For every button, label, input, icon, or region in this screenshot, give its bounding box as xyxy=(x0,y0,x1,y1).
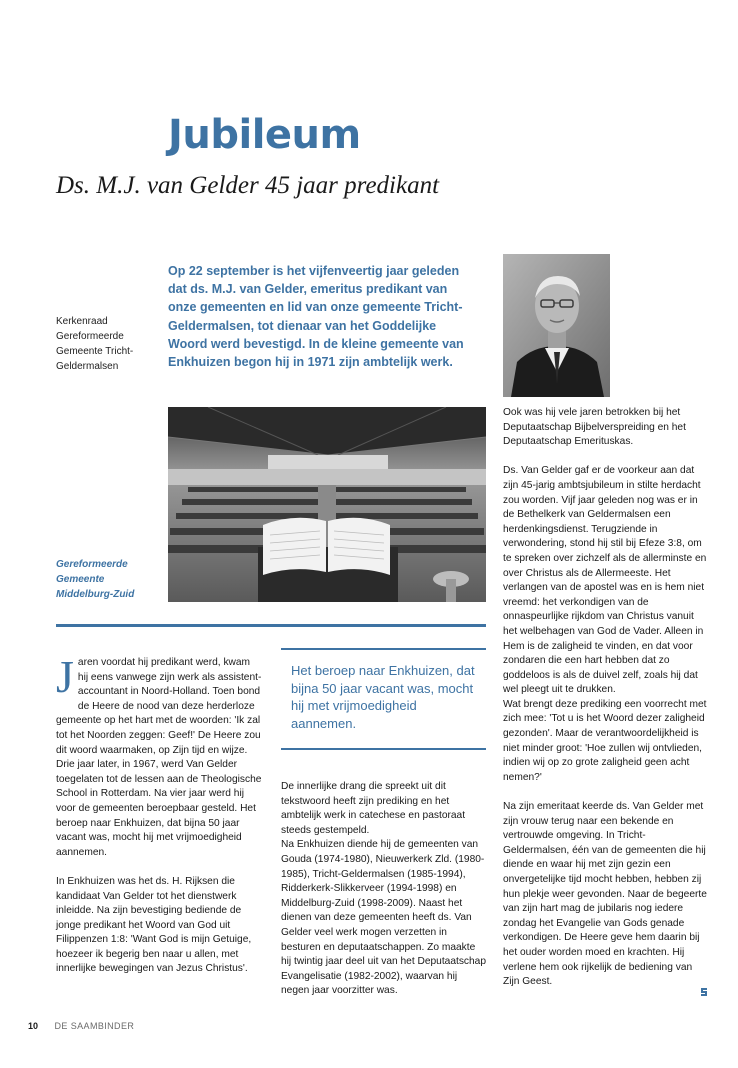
magazine-name: DE SAAMBINDER xyxy=(54,1021,135,1031)
paragraph: De innerlijke drang die spreekt uit dit tekstwoord heeft zijn prediking en het ambtelijk werk in catechese en pastoraat steeds gestempeld. xyxy=(281,781,466,836)
paragraph: In Enkhuizen was het ds. H. Rijksen die kandidaat Van Gelder tot het dienstwerk inleidde. Na zijn bevestiging bediende de jonge predikant het Woord van God uit Filippenzen 1:8: 'Want God is mijn Getuige, hoezeer ik begerig ben naar u allen, met innerlijke bewegingen van Jezus Christus'. xyxy=(56,875,252,975)
article-end-icon xyxy=(699,986,709,998)
paragraph-text: aren voordat hij predikant werd, kwam hij eens vanwege zijn werk als assistent-accountant in Noord-Holland. Toen bond de Heere de nood van deze herderloze gemeente op het hart met de woorden: 'Ik zal tot het Noorden zeggen: Geef!' De Heere zou dit woord waarmaken, op Zijn tijd en wijze. Drie jaar later, in 1967, werd Van Gelder toegelaten tot de lessen aan de Theologische School in Rotterdam. Na vier jaar werd hij voor de gemeenten beroepbaar gesteld. Het beroep naar Enkhuizen, dat bijna 50 jaar vacant was, mocht hij met vrijmoedigheid aannemen. xyxy=(56,657,262,858)
paragraph: Ds. Van Gelder gaf er de voorkeur aan dat zijn 45-jarig ambtsjubileum in stilte herdacht zou worden. Vijf jaar geleden nog was er in de Bethelkerk van Geldermalsen een herdenkingsdienst. Terugziende in verwondering, stond hij stil bij Efeze 3:8, om te spreken over zichzelf als de allerminste en over Christus als de Allermeeste. Het verlangen van de apostel was en is hem niet vreemd: het verkondigen van de onnaspeurlijke rijkdom van Christus vanuit het welbehagen van God de Vader. Alleen in Hem is de zaligheid te vinden, en dat voor zondaren die een hart hebben dat zo goddeloos is als de duivel zelf, zoals hij dat wel pleegt uit te drukken. xyxy=(503,465,707,696)
page-number: 10 xyxy=(28,1021,39,1031)
intro-paragraph: Op 22 september is het vijfenveertig jaar geleden dat ds. M.J. van Gelder, emeritus predikant van onze gemeenten en lid van onze gemeente Tricht-Geldermalsen, tot dienaar van het Goddelijke Woord werd bevestigd. In de kleine gemeente van Enkhuizen begon hij in 1971 zijn ambtelijk werk. xyxy=(168,264,464,370)
paragraph: Na Enkhuizen diende hij de gemeenten van Gouda (1974-1980), Nieuwerkerk Zld. (1980-1985), Tricht-Geldermalsen (1985-1994), Ridderkerk-Slikkerveer (1994-1998) en Middelburg-Zuid (1998-2009). Naast het dienen van deze gemeenten heeft ds. Van Gelder veel werk mogen verzetten in besturen en deputaatschappen. Zo maakte hij twintig jaar deel uit van het Deputaatschap Evangelisatie (1982-2002), waarvan hij negen jaar voorzitter was. xyxy=(281,839,487,997)
side-caption-line: Kerkenraad xyxy=(56,316,108,327)
pull-quote: Het beroep naar Enkhuizen, dat bijna 50 jaar vacant was, mocht hij met vrijmoedigheid aannemen. xyxy=(291,663,475,731)
paragraph: Ook was hij vele jaren betrokken bij het Deputaatschap Bijbelverspreiding en het Deputaatschap Emerituskas. xyxy=(503,407,686,448)
church-illustration xyxy=(168,407,486,602)
photo-caption-line: Gereformeerde xyxy=(56,559,128,570)
quote-bottom-rule xyxy=(281,748,486,750)
paragraph xyxy=(56,651,262,860)
side-caption-line: Geldermalsen xyxy=(56,361,119,372)
article-subtitle: Ds. M.J. van Gelder 45 jaar predikant xyxy=(56,172,440,199)
page-footer xyxy=(28,1021,134,1031)
quote-top-rule xyxy=(281,648,486,650)
article-column-2 xyxy=(281,780,487,999)
article-column-1 xyxy=(56,651,262,977)
side-caption-line: Gemeente Tricht- xyxy=(56,346,134,357)
section-divider xyxy=(56,624,486,627)
portrait-illustration xyxy=(503,254,610,397)
drop-cap: J xyxy=(56,651,74,702)
photo-caption-line: Middelburg-Zuid xyxy=(56,589,135,600)
paragraph: Na zijn emeritaat keerde ds. Van Gelder met zijn vrouw terug naar een bekende en vertrouwde omgeving. In Tricht-Geldermalsen, één van de gemeenten die hij diende en waar hij met zijn gezin een onvergetelijke tijd mocht hebben, hebben zij hun plekje weer gevonden. Naar de begeerte van zijn hart mag de jubilaris nog iedere zondag het Evangelie van Gods genade verkondigen. De Heere geve hem daarin bij het ouder worden moed en krachten. Hij verlene hem ook rijkelijk de bediening van Zijn Geest. xyxy=(503,801,707,988)
church-interior-photo xyxy=(168,407,486,602)
paragraph: Wat brengt deze prediking een voorrecht met zich mee: 'Tot u is het Woord dezer zaligheid gezonden'. Maar de verantwoordelijkheid is niet minder groot: 'Hoe zullen wij ontvlieden, indien wij op zo grote zaligheid geen acht nemen?' xyxy=(503,698,707,783)
photo-caption xyxy=(56,557,156,602)
photo-caption-line: Gemeente xyxy=(56,574,105,585)
section-title: Jubileum xyxy=(168,112,361,158)
portrait-photo xyxy=(503,254,610,397)
side-caption xyxy=(56,314,156,374)
side-caption-line: Gereformeerde xyxy=(56,331,124,342)
article-column-3 xyxy=(503,406,710,990)
